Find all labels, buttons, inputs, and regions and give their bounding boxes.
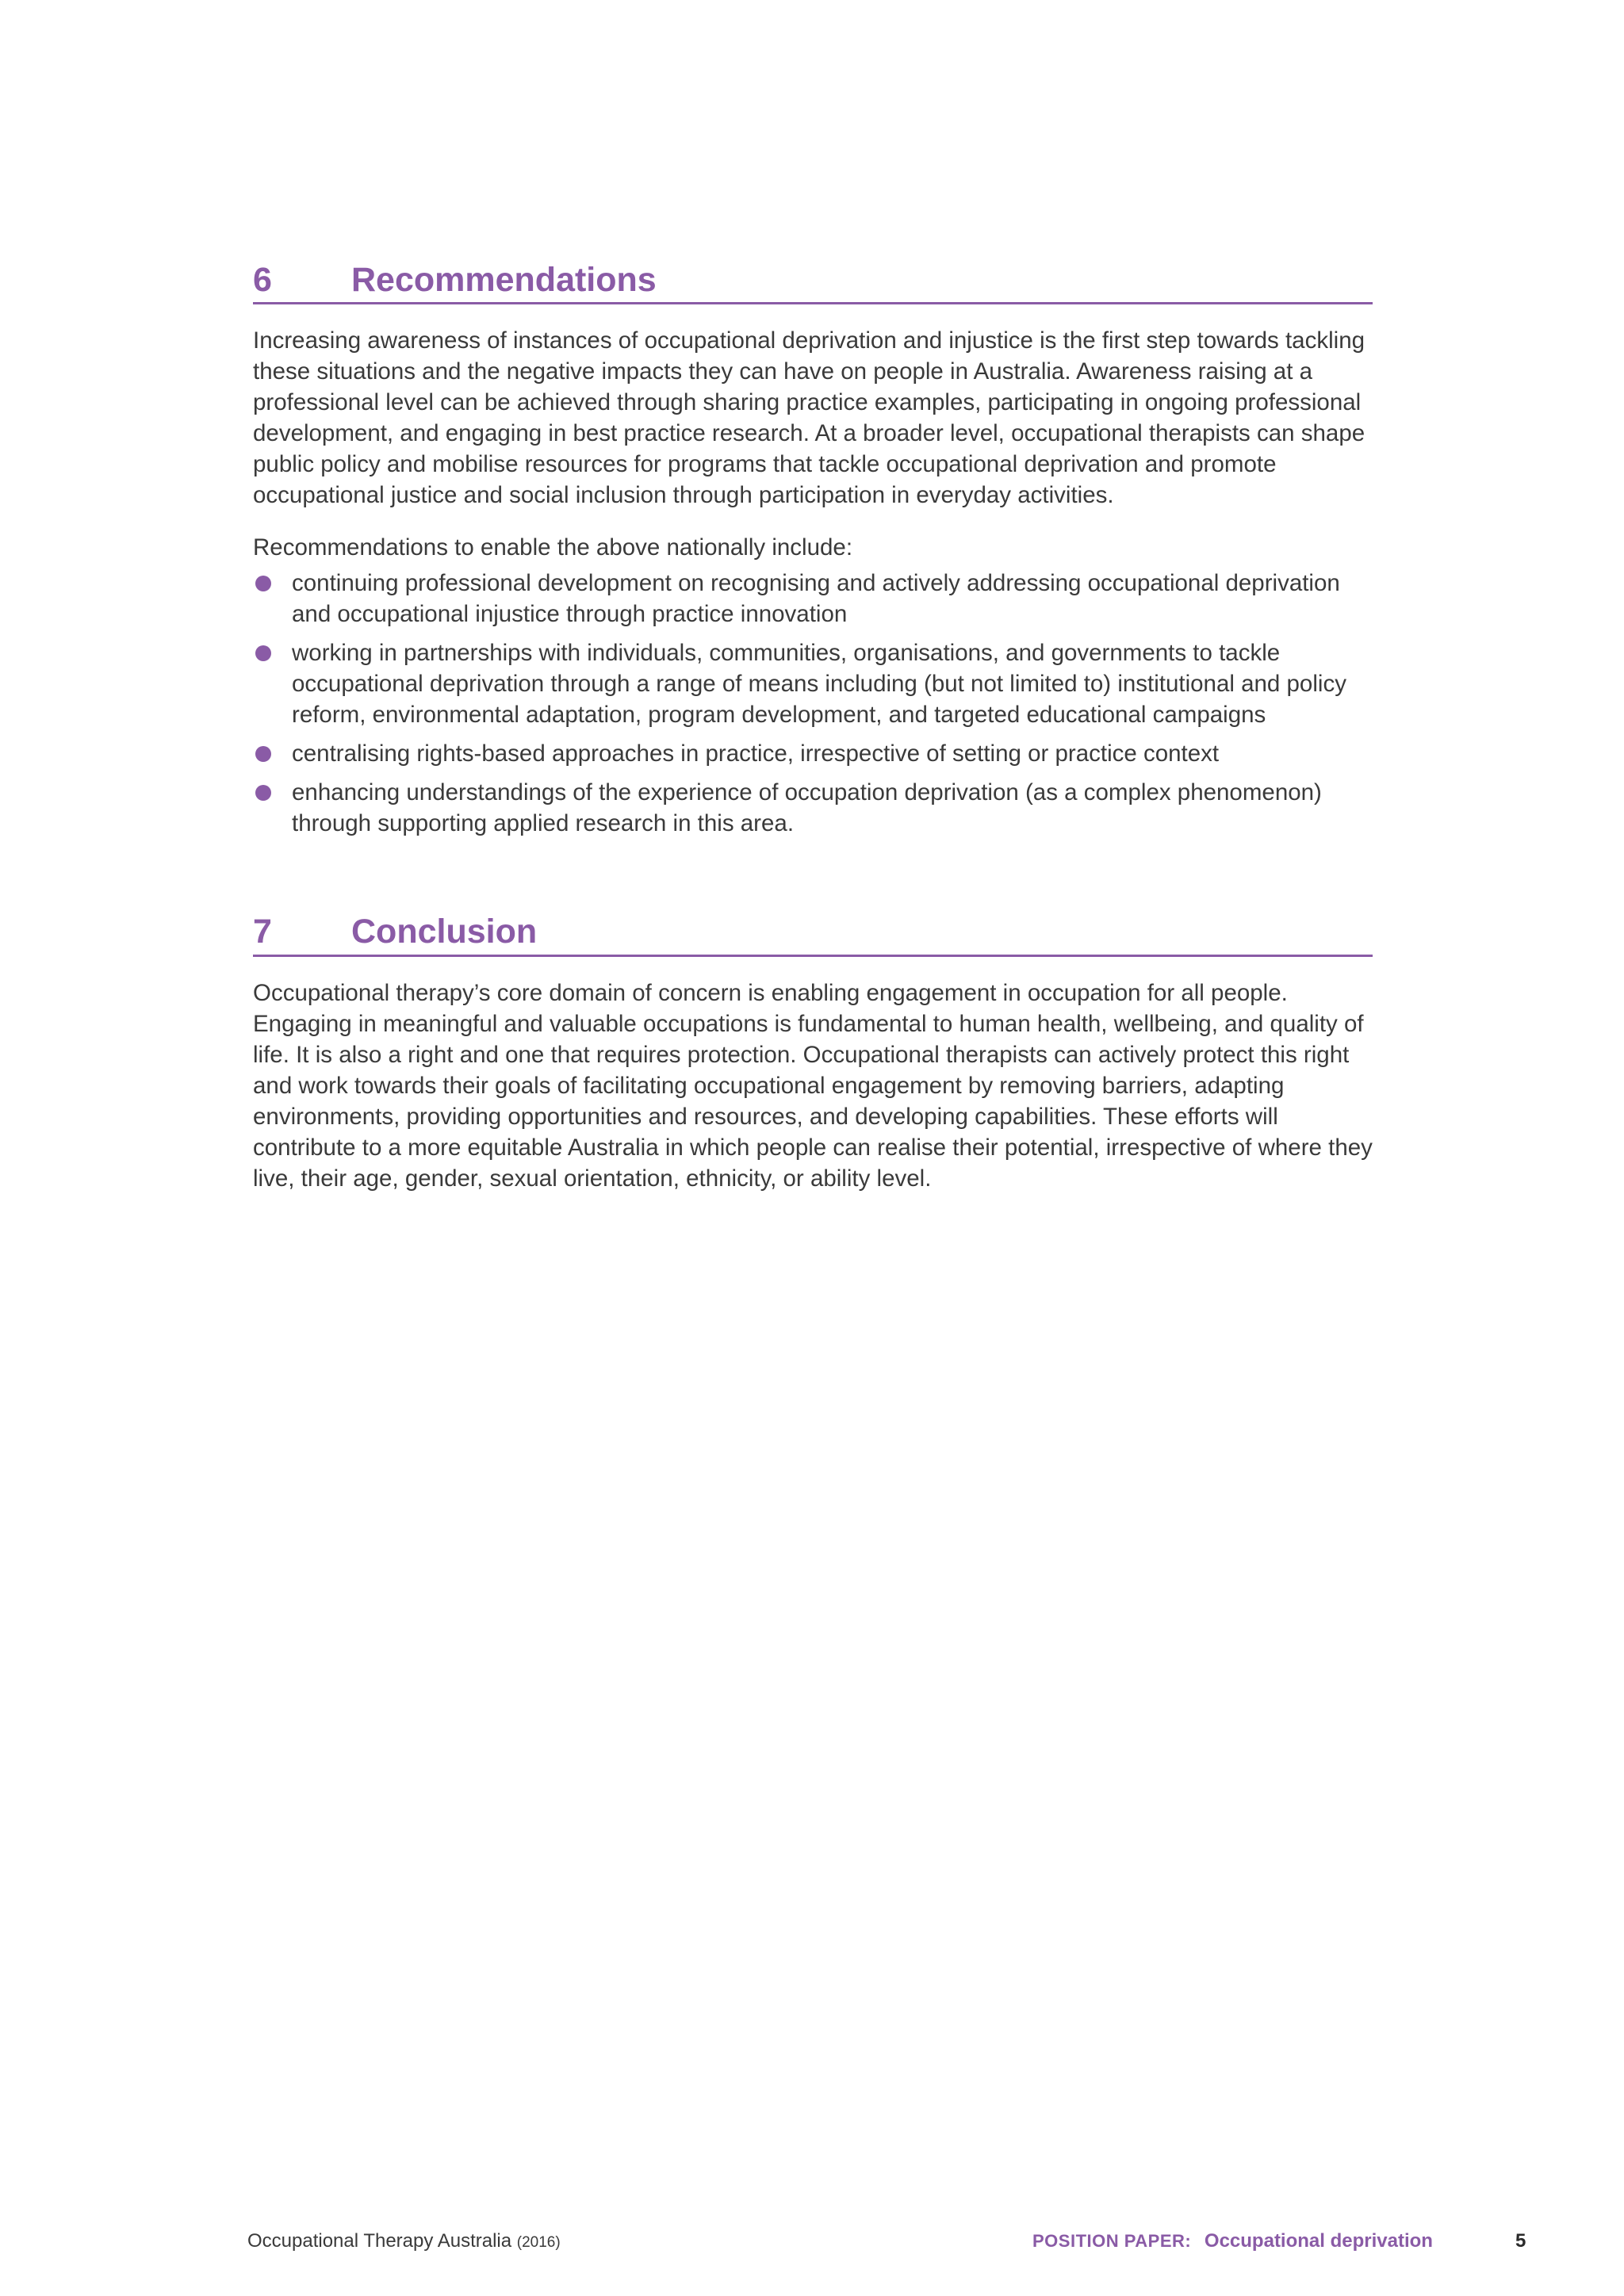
list-item-text: working in partnerships with individuals, communities, organisations, and governments to tackle occupational deprivation through a range of means including (but not limited to) institutional and policy reform, environmental adaptation, program development, and targeted educational campaigns	[292, 640, 1346, 729]
bullet-icon	[255, 576, 271, 591]
section-heading-conclusion	[253, 913, 1373, 956]
footer-organisation	[247, 2230, 561, 2252]
section-title: Conclusion	[351, 913, 538, 951]
organisation-name: Occupational Therapy Australia	[247, 2230, 512, 2252]
list-item	[253, 738, 1373, 769]
conclusion-paragraph: Occupational therapy’s core domain of concern is enabling engagement in occupation for all people. Engaging in meaningful and valuable occupations is fundamental to human health, wellbeing, and quality of life. It is also a right and one that requires protection. Occupational therapists can actively protect this right and work towards their goals of facilitating occupational engagement by removing barriers, adapting environments, providing opportunities and resources, and developing capabilities. These efforts will contribute to a more equitable Australia in which people can realise their potential, irrespective of where they live, their age, gender, sexual orientation, ethnicity, or ability level.	[253, 979, 1373, 1192]
paper-title: Occupational deprivation	[1204, 2230, 1433, 2252]
footer-paper-title	[1032, 2230, 1433, 2252]
page-footer	[0, 2230, 1624, 2262]
paper-type-label: POSITION PAPER:	[1032, 2231, 1192, 2251]
section-heading-recommendations	[253, 262, 1373, 304]
recommendations-list	[253, 568, 1373, 839]
recommendations-paragraph: Increasing awareness of instances of occupational deprivation and injustice is the first step towards tackling these situations and the negative impacts they can have on people in Australia. Awareness raising at a professional level can be achieved through sharing practice examples, participating in ongoing professional development, and engaging in best practice research. At a broader level, occupational therapists can shape public policy and mobilise resources for programs that tackle occupational deprivation and promote occupational justice and social inclusion through participation in everyday activities.	[253, 327, 1365, 509]
list-item-text: continuing professional development on recognising and actively addressing occupational deprivation and occupational injustice through practice innovation	[292, 570, 1340, 628]
list-item	[253, 568, 1373, 629]
list-item-text: enhancing understandings of the experience of occupation deprivation (as a complex phenomenon) through supporting applied research in this area.	[292, 779, 1322, 837]
page-number: 5	[1515, 2230, 1526, 2252]
page-content	[253, 262, 1373, 1194]
section-number: 6	[253, 261, 272, 299]
list-item-text: centralising rights-based approaches in practice, irrespective of setting or practice context	[292, 740, 1220, 767]
list-item	[253, 637, 1373, 730]
bullet-icon	[255, 746, 271, 762]
recommendations-intro: Recommendations to enable the above nationally include:	[253, 534, 853, 561]
publication-year: (2016)	[516, 2234, 561, 2251]
section-number: 7	[253, 913, 272, 951]
bullet-icon	[255, 785, 271, 801]
bullet-icon	[255, 645, 271, 661]
section-title: Recommendations	[351, 261, 657, 299]
list-item	[253, 777, 1373, 839]
